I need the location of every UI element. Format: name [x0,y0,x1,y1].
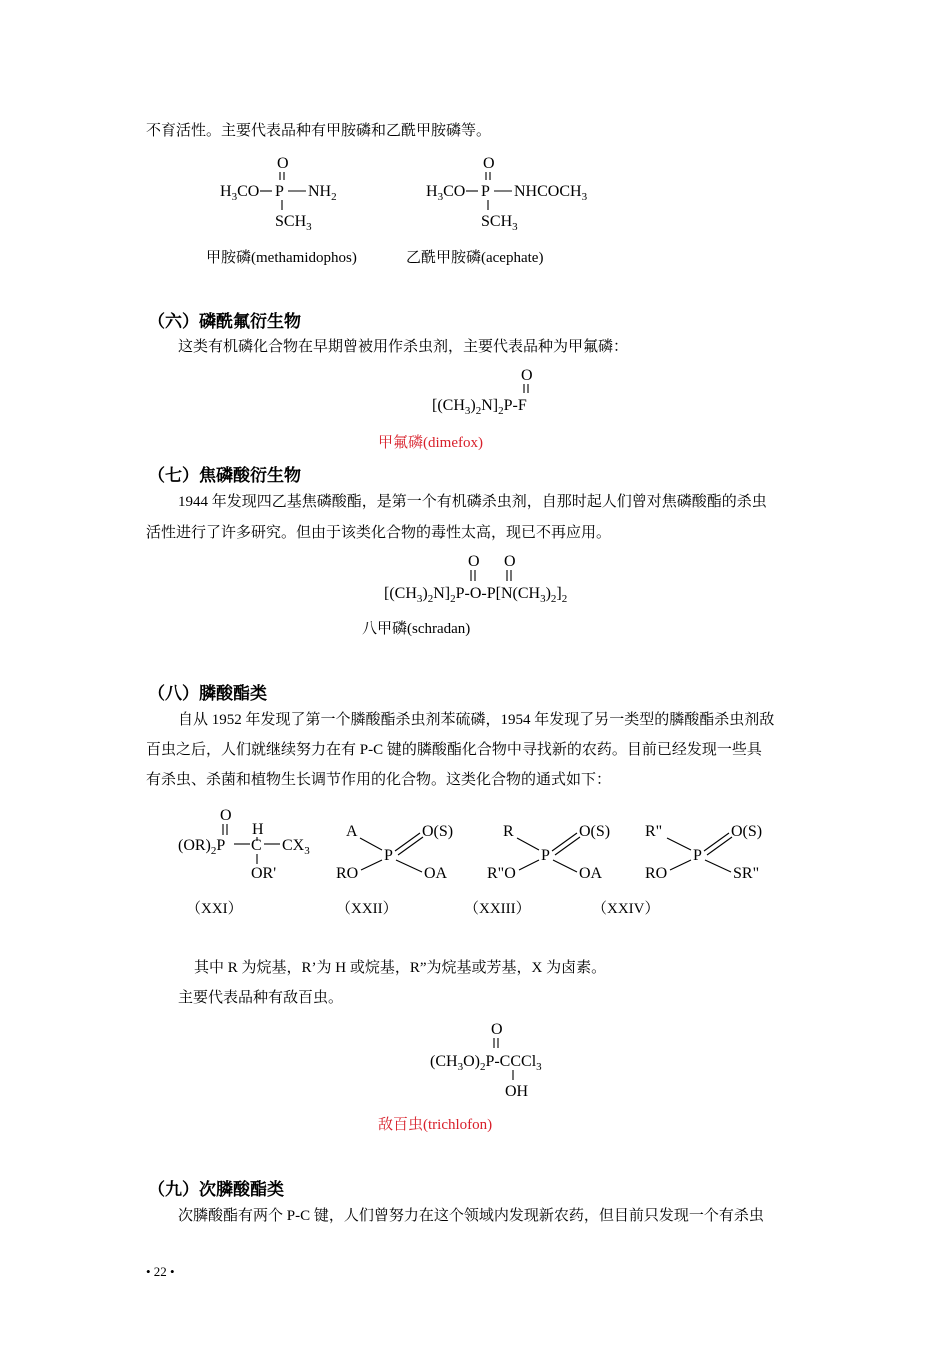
svg-text:O: O [220,807,232,824]
formula-label-xxiv: （XXIV） [592,901,660,917]
formula-xxii-structure [336,818,466,884]
svg-text:P: P [481,183,490,200]
page-number: • 22 • [146,1264,175,1279]
svg-text:NH2: $NH_2$ [308,183,337,203]
svg-text:NHCOCH3: $NHCOCH_3$ [514,183,588,203]
svg-text:R"O: R"O [487,865,516,882]
svg-text:OA: OA [424,865,448,882]
svg-text:H3CO: $H_3CO$ [220,183,260,203]
formula-xxiv-structure [645,818,775,884]
svg-text:OR': OR' [251,865,277,882]
formula-xxiii-structure [487,818,617,884]
svg-text:O: O [468,553,480,570]
section-8-paragraph-1: 自从 1952 年发现了第一个膦酸酯杀虫剂苯硫磷，1954 年发现了另一类型的膦酸酯杀虫剂敌 [178,712,775,728]
trichlorfon-caption: 敌百虫(trichlofon) [378,1117,493,1133]
svg-text:O(S): O(S) [579,823,611,840]
schradan-caption: 八甲磷(schradan) [362,621,471,637]
svg-text:[(CH3)2N]2P-F: $[(CH_3)_2N]_2P-F$ [432,397,527,417]
dimefox-caption: 甲氟磷(dimefox) [378,435,483,451]
svg-text:O: O [277,155,289,172]
svg-text:H3CO: $H_3CO$ [426,183,466,203]
acephate-structure [426,152,606,234]
svg-text:P: P [384,847,393,864]
acephate-caption: 乙酰甲胺磷(acephate) [406,250,544,266]
svg-text:A: A [346,823,358,840]
svg-text:RO: RO [645,865,668,882]
svg-text:SR": SR" [733,865,760,882]
svg-text:O: O [483,155,495,172]
section-8-paragraph-5: 主要代表品种有敌百虫。 [178,990,344,1006]
svg-text:SCH3: $SCH_3$ [481,213,518,233]
svg-text:O: O [521,367,533,384]
svg-text:O(S): O(S) [731,823,763,840]
heading-section-8: （八）膦酸酯类 [148,684,267,703]
svg-text:CX3: $CX_3$ [282,837,310,857]
svg-text:R": R" [645,823,663,840]
svg-text:O: O [491,1021,503,1038]
section-6-paragraph: 这类有机磷化合物在早期曾被用作杀虫剂，主要代表品种为甲氟磷： [178,339,629,355]
section-9-paragraph: 次膦酸酯有两个 P-C 键，人们曾努力在这个领域内发现新农药，但目前只发现一个有杀虫 [178,1208,764,1224]
svg-text:(CH3O)2P-CCCl3: $(CH_3O)_2P-CCCl_3$ [430,1053,542,1073]
section-8-paragraph-4: 其中 R 为烷基，R’为 H 或烷基，R”为烷基或芳基，X 为卤素。 [194,960,607,976]
svg-text:O(S): O(S) [422,823,454,840]
methamidophos-caption: 甲胺磷(methamidophos) [206,250,357,266]
svg-text:(OR)2P: $(OR)_2P$ [178,837,226,857]
section-8-paragraph-2: 百虫之后，人们就继续努力在有 P-C 键的膦酸酯化合物中寻找新的农药。目前已经发现一些具 [146,742,762,758]
section-7-paragraph-1: 1944 年发现四乙基焦磷酸酯，是第一个有机磷杀虫剂，自那时起人们曾对焦磷酸酯的杀虫 [178,494,767,510]
svg-text:C: C [251,837,262,854]
heading-section-9: （九）次膦酸酯类 [148,1180,284,1199]
methamidophos-structure [220,152,360,234]
intro-text: 不育活性。主要代表品种有甲胺磷和乙酰甲胺磷等。 [146,123,492,139]
section-7-paragraph-2: 活性进行了许多研究。但由于该类化合物的毒性太高，现已不再应用。 [146,525,612,541]
svg-text:R: R [503,823,514,840]
formula-label-xxii: （XXII） [336,901,398,917]
dimefox-structure [432,364,572,416]
svg-text:OH: OH [505,1083,529,1100]
svg-text:OA: OA [579,865,603,882]
svg-text:P: P [541,847,550,864]
trichlorfon-structure [430,1018,580,1100]
formula-label-xxi: （XXI） [186,901,243,917]
heading-section-7: （七）焦磷酸衍生物 [148,466,301,485]
svg-text:H: H [252,821,264,838]
svg-text:P: P [693,847,702,864]
svg-text:O: O [504,553,516,570]
svg-text:SCH3: $SCH_3$ [275,213,312,233]
svg-text:RO: RO [336,865,359,882]
schradan-structure [384,548,614,608]
formula-label-xxiii: （XXIII） [464,901,531,917]
svg-text:[(CH3)2N]2P-O-P[N(CH3)2]2: $[(CH_3)_2N]_2P-O-P[N(CH_3)_2]_2$ [384,585,568,605]
section-8-paragraph-3: 有杀虫、杀菌和植物生长调节作用的化合物。这类化合物的通式如下： [146,772,612,788]
svg-text:P: P [275,183,284,200]
formula-xxi-structure [178,804,328,884]
heading-section-6: （六）磷酰氟衍生物 [148,312,301,331]
